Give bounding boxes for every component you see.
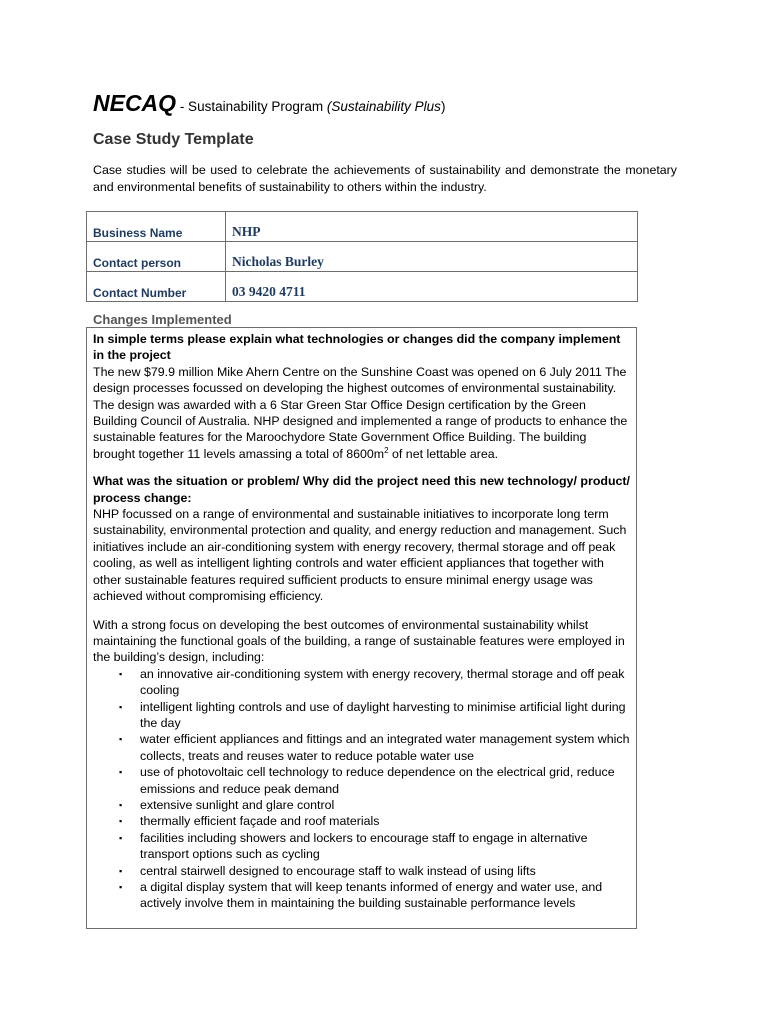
list-item: ▪ intelligent lighting controls and use of daylight harvesting to minimise artificial light during the day [119, 699, 626, 730]
list-item: ▪ extensive sunlight and glare control [119, 797, 335, 812]
answer-features-intro: With a strong focus on developing the best outcomes of environmental sustainability whilst maintaining the functional goals of the building, a range of sustainable features were employed in the building’s design, including: [93, 617, 625, 665]
table-row [87, 242, 638, 272]
bullet-icon: ▪ [119, 767, 123, 778]
intro-paragraph: Case studies will be used to celebrate the achievements of sustainability and demonstrate the monetary and environmental benefits of sustainability to others within the industry. [93, 163, 677, 194]
changes-text-box[interactable] [86, 327, 637, 929]
answer-technologies: The new $79.9 million Mike Ahern Centre on the Sunshine Coast was opened on 6 July 2011 The design processes focussed on developing the highest outcomes of environmental sustainability. The design was awarded with a 6 Star Green Star Office Design certification by the Green Building Council of Australia. NHP designed and implemented a range of products to enhance the sustainable features for the Maroochydore State Government Office Building. The building brought together 11 levels amassing a total of $8600m^2$ of net lettable area. [93, 364, 628, 461]
answer-situation: NHP focussed on a range of environmental and sustainable initiatives to incorporate long term sustainability, environmental protection and quality, and energy reduction and management. Such initiatives include an air-conditioning system with energy recovery, thermal storage and off peak cooling, as well as intelligent lighting controls and water efficient appliances that together with other sustainable features required sufficient products to ensure minimal energy usage was achieved without compromising efficiency. [93, 507, 627, 604]
bullet-icon: ▪ [119, 832, 123, 843]
bullet-icon: ▪ [119, 734, 123, 745]
changes-heading: Changes Implemented [93, 312, 232, 327]
list-item: ▪ water efficient appliances and fittings and an integrated water management system which collects, treats and reuses water to reduce potable water use [119, 732, 630, 763]
features-list [93, 666, 630, 912]
question-situation: What was the situation or problem/ Why did the project need this new technology/ product/ process change: [93, 474, 630, 505]
contact-person-field[interactable]: Nicholas Burley [226, 242, 638, 272]
list-item: ▪ use of photovoltaic cell technology to reduce dependence on the electrical grid, reduce emissions and reduce peak demand [119, 765, 615, 796]
list-item: ▪ facilities including showers and lockers to encourage staff to engage in alternative transport options such as cycling [119, 830, 588, 862]
list-item: ▪ a digital display system that will keep tenants informed of energy and water use, and actively involve them in maintaining the building sustainable performance levels [119, 880, 603, 911]
contact-person-label: Contact person [87, 242, 226, 272]
business-name-label: Business Name [87, 212, 226, 242]
bullet-icon: ▪ [119, 701, 123, 712]
list-item: ▪ an innovative air-conditioning system with energy recovery, thermal storage and off peak cooling [119, 666, 625, 698]
business-name-field[interactable]: NHP [226, 212, 638, 242]
bullet-icon: ▪ [119, 882, 123, 892]
bullet-icon: ▪ [119, 799, 123, 810]
bullet-icon: ▪ [119, 865, 123, 876]
document-title [93, 90, 445, 117]
table-row [87, 212, 638, 242]
list-item: ▪ central stairwell designed to encourage staff to walk instead of using lifts [119, 863, 536, 878]
program-name: - Sustainability Program (Sustainability Plus) [176, 99, 446, 114]
template-subtitle: Case Study Template [93, 131, 254, 148]
contact-number-field[interactable]: 03 9420 4711 [226, 272, 638, 302]
question-technologies: In simple terms please explain what technologies or changes did the company implement in the project [93, 332, 621, 363]
brand-name: NECAQ [93, 90, 177, 116]
list-item: ▪ thermally efficient façade and roof materials [119, 814, 380, 829]
table-row [87, 272, 638, 302]
bullet-icon: ▪ [119, 816, 123, 827]
business-info-table [86, 211, 638, 302]
bullet-icon: ▪ [119, 668, 123, 679]
contact-number-label: Contact Number [87, 272, 226, 302]
